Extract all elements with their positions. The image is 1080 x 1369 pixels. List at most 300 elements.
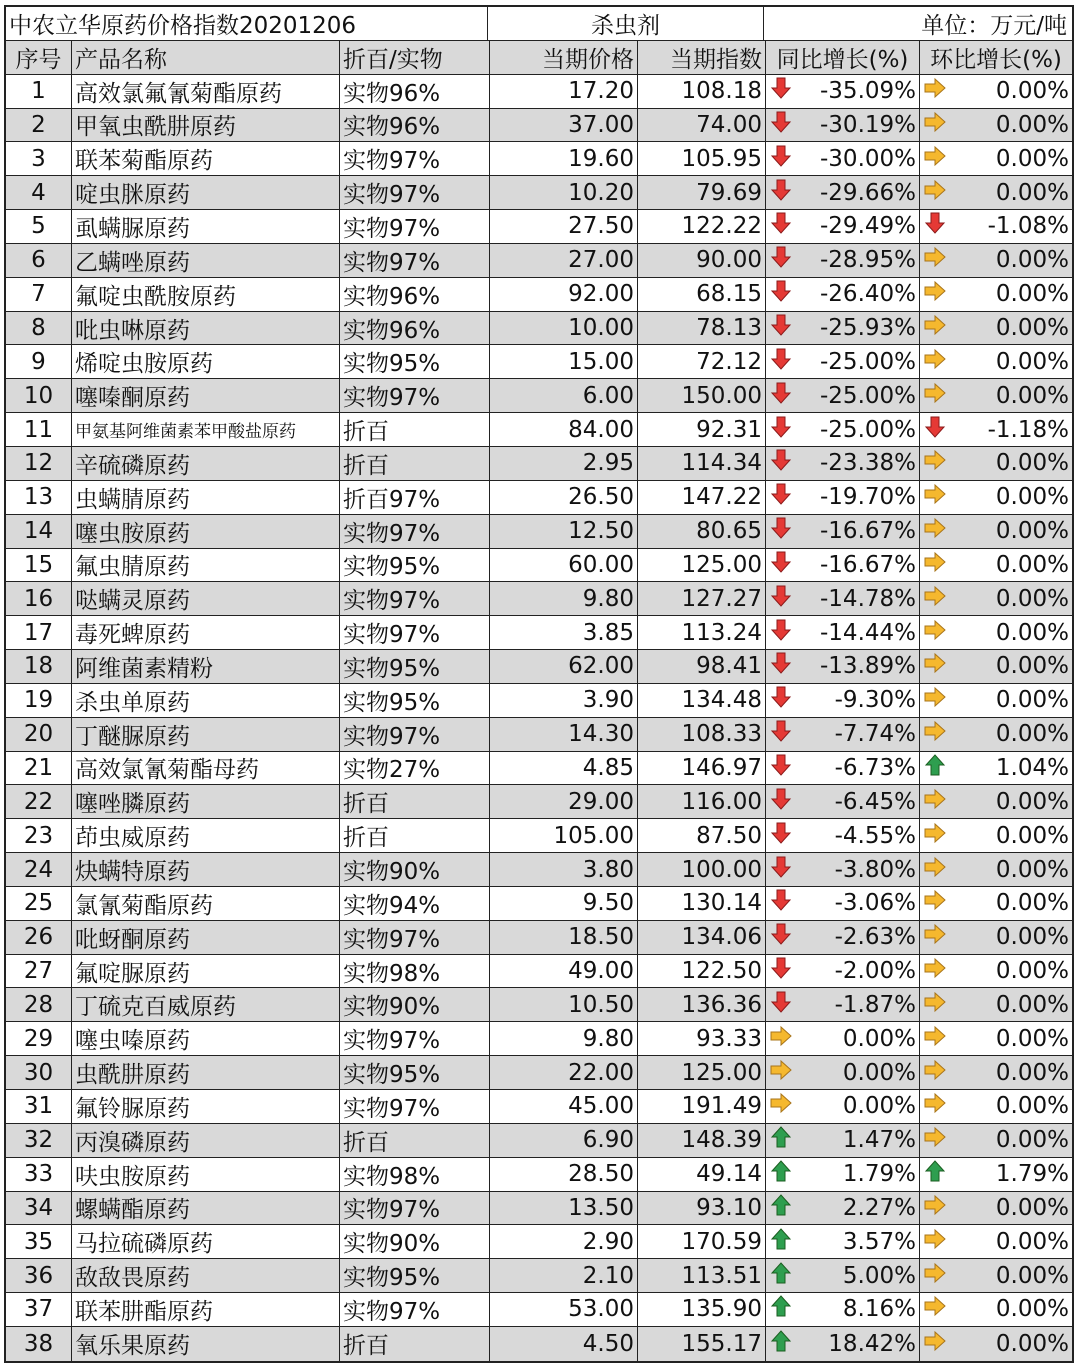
mom-value: 0.00% [995,484,1069,511]
mom-cell [920,447,1072,480]
row-number: 6 [6,244,72,277]
right-arrow-icon [923,888,947,918]
current-index: 122.22 [638,210,766,243]
mom-value: 1.04% [995,754,1069,781]
mom-cell [920,582,1072,615]
right-arrow-icon [923,245,947,275]
spec-value: 实物97% [340,1022,490,1055]
yoy-cell [766,1124,920,1157]
down-arrow-icon [769,482,793,512]
yoy-cell [766,988,920,1021]
product-name: 乙螨唑原药 [72,244,340,277]
right-arrow-icon [923,516,947,546]
yoy-value: -4.55% [834,822,916,849]
yoy-cell [766,1056,920,1089]
mom-value: 0.00% [995,856,1069,883]
yoy-cell [766,955,920,988]
current-price: 27.50 [490,210,638,243]
right-arrow-icon [923,482,947,512]
row-number: 15 [6,549,72,582]
current-index: 98.41 [638,650,766,683]
yoy-value: -14.44% [820,619,916,646]
current-index: 136.36 [638,988,766,1021]
yoy-cell [766,718,920,751]
up-arrow-icon [769,1329,793,1359]
mom-value: 0.00% [995,1127,1069,1154]
product-name: 联苯肼酯原药 [72,1293,340,1326]
mom-value: 0.00% [995,1296,1069,1323]
row-number: 7 [6,278,72,311]
mom-cell [920,379,1072,412]
mom-value: 0.00% [995,315,1069,342]
product-name: 虫酰肼原药 [72,1056,340,1089]
current-price: 84.00 [490,413,638,446]
yoy-value: -6.45% [834,788,916,815]
table-row [6,887,1072,921]
current-price: 9.50 [490,887,638,920]
current-index: 155.17 [638,1327,766,1361]
current-index: 49.14 [638,1158,766,1191]
yoy-value: -25.00% [820,382,916,409]
yoy-value: 1.79% [842,1161,916,1188]
yoy-cell [766,650,920,683]
down-arrow-icon [923,211,947,241]
current-index: 80.65 [638,515,766,548]
yoy-value: -25.00% [820,416,916,443]
table-row [6,819,1072,853]
current-price: 29.00 [490,785,638,818]
yoy-cell [766,109,920,142]
row-number: 14 [6,515,72,548]
table-row [6,921,1072,955]
mom-cell [920,109,1072,142]
yoy-cell [766,582,920,615]
down-arrow-icon [769,245,793,275]
yoy-value: -35.09% [820,78,916,105]
table-row [6,853,1072,887]
current-index: 191.49 [638,1090,766,1123]
up-arrow-icon [769,1294,793,1324]
yoy-value: -3.80% [834,856,916,883]
current-price: 37.00 [490,109,638,142]
mom-value: 0.00% [995,585,1069,612]
table-row [6,1056,1072,1090]
up-arrow-icon [769,1261,793,1291]
product-name: 氟啶虫酰胺原药 [72,278,340,311]
down-arrow-icon [769,685,793,715]
current-price: 15.00 [490,345,638,378]
product-name: 马拉硫磷原药 [72,1225,340,1258]
yoy-value: 2.27% [842,1194,916,1221]
row-number: 18 [6,650,72,683]
mom-value: 0.00% [995,78,1069,105]
mom-cell [920,1158,1072,1191]
spec-value: 实物95% [340,345,490,378]
row-number: 3 [6,142,72,175]
current-index: 105.95 [638,142,766,175]
yoy-cell [766,379,920,412]
mom-value: 0.00% [995,1059,1069,1086]
yoy-value: 1.47% [842,1127,916,1154]
product-name: 辛硫磷原药 [72,447,340,480]
yoy-cell [766,1225,920,1258]
spec-value: 实物96% [340,312,490,345]
mom-cell [920,955,1072,988]
right-arrow-icon [769,1091,793,1121]
current-price: 13.50 [490,1192,638,1225]
right-arrow-icon [923,821,947,851]
down-arrow-icon [769,516,793,546]
spec-value: 实物90% [340,853,490,886]
spec-value: 实物97% [340,515,490,548]
row-number: 29 [6,1022,72,1055]
mom-cell [920,819,1072,852]
row-number: 20 [6,718,72,751]
product-name: 甲氨基阿维菌素苯甲酸盐原药 [72,413,340,446]
right-arrow-icon [923,855,947,885]
current-price: 17.20 [490,75,638,108]
down-arrow-icon [769,855,793,885]
down-arrow-icon [769,787,793,817]
mom-value: 0.00% [995,687,1069,714]
row-number: 27 [6,955,72,988]
yoy-value: -1.87% [834,991,916,1018]
spec-value: 实物98% [340,955,490,988]
table-row [6,1259,1072,1293]
spec-value: 实物96% [340,278,490,311]
current-price: 2.10 [490,1259,638,1292]
current-index: 113.51 [638,1259,766,1292]
current-index: 147.22 [638,481,766,514]
up-arrow-icon [923,753,947,783]
yoy-cell [766,75,920,108]
current-index: 79.69 [638,176,766,209]
up-arrow-icon [769,1193,793,1223]
down-arrow-icon [769,821,793,851]
yoy-cell [766,1293,920,1326]
current-price: 26.50 [490,481,638,514]
spec-value: 实物90% [340,1225,490,1258]
mom-cell [920,1293,1072,1326]
product-name: 炔螨特原药 [72,853,340,886]
mom-cell [920,1090,1072,1123]
right-arrow-icon [769,1024,793,1054]
current-price: 3.85 [490,616,638,649]
category-label: 杀虫剂 [488,7,764,40]
current-price: 3.80 [490,853,638,886]
product-name: 敌敌畏原药 [72,1259,340,1292]
product-name: 甲氧虫酰肼原药 [72,109,340,142]
spec-value: 实物98% [340,1158,490,1191]
row-number: 11 [6,413,72,446]
yoy-value: -16.67% [820,551,916,578]
yoy-cell [766,1259,920,1292]
product-name: 哒螨灵原药 [72,582,340,615]
right-arrow-icon [923,922,947,952]
current-index: 108.33 [638,718,766,751]
mom-value: 0.00% [995,281,1069,308]
spec-value: 实物95% [340,549,490,582]
mom-value: 0.00% [995,1228,1069,1255]
current-price: 28.50 [490,1158,638,1191]
product-name: 杀虫单原药 [72,684,340,717]
mom-value: 0.00% [995,1262,1069,1289]
product-name: 啶虫脒原药 [72,176,340,209]
product-name: 氟虫腈原药 [72,549,340,582]
row-number: 32 [6,1124,72,1157]
row-number: 24 [6,853,72,886]
header-row [6,41,1072,75]
down-arrow-icon [769,922,793,952]
current-index: 68.15 [638,278,766,311]
product-name: 呋虫胺原药 [72,1158,340,1191]
right-arrow-icon [923,787,947,817]
spec-value: 实物97% [340,1293,490,1326]
header-yoy: 同比增长(%) [766,41,920,74]
down-arrow-icon [769,990,793,1020]
mom-value: 0.00% [995,653,1069,680]
yoy-value: 0.00% [842,1025,916,1052]
table-row [6,278,1072,312]
mom-value: 0.00% [995,1025,1069,1052]
mom-value: 0.00% [995,1194,1069,1221]
current-index: 150.00 [638,379,766,412]
yoy-value: -28.95% [820,247,916,274]
down-arrow-icon [769,76,793,106]
product-name: 丁硫克百威原药 [72,988,340,1021]
current-index: 127.27 [638,582,766,615]
table-row [6,312,1072,346]
table-row [6,785,1072,819]
current-price: 10.20 [490,176,638,209]
mom-value: -1.18% [987,416,1069,443]
current-index: 125.00 [638,1056,766,1089]
yoy-cell [766,447,920,480]
table-row [6,379,1072,413]
product-name: 噻虫胺原药 [72,515,340,548]
mom-cell [920,312,1072,345]
spec-value: 实物97% [340,210,490,243]
right-arrow-icon [923,618,947,648]
yoy-value: -2.00% [834,958,916,985]
yoy-cell [766,921,920,954]
current-price: 6.90 [490,1124,638,1157]
mom-cell [920,785,1072,818]
yoy-value: -2.63% [834,924,916,951]
spec-value: 折百 [340,819,490,852]
current-price: 12.50 [490,515,638,548]
current-index: 78.13 [638,312,766,345]
table-title: 中农立华原药价格指数20201206 [6,7,488,40]
yoy-value: -29.49% [820,213,916,240]
up-arrow-icon [923,1159,947,1189]
mom-cell [920,684,1072,717]
product-name: 虫螨腈原药 [72,481,340,514]
table-row [6,1293,1072,1327]
unit-label: 单位：万元/吨 [921,12,1067,39]
mom-value: 0.00% [995,450,1069,477]
current-price: 2.90 [490,1225,638,1258]
yoy-cell [766,278,920,311]
row-number: 12 [6,447,72,480]
current-index: 93.33 [638,1022,766,1055]
yoy-cell [766,345,920,378]
product-name: 氟啶脲原药 [72,955,340,988]
right-arrow-icon [923,1091,947,1121]
mom-value: 0.00% [995,111,1069,138]
mom-cell [920,176,1072,209]
current-index: 134.48 [638,684,766,717]
table-row [6,142,1072,176]
down-arrow-icon [769,651,793,681]
right-arrow-icon [923,990,947,1020]
yoy-value: 5.00% [842,1262,916,1289]
mom-cell [920,481,1072,514]
up-arrow-icon [769,1125,793,1155]
mom-value: 0.00% [995,822,1069,849]
product-name: 阿维菌素精粉 [72,650,340,683]
mom-value: 0.00% [995,382,1069,409]
down-arrow-icon [923,415,947,445]
current-index: 92.31 [638,413,766,446]
current-price: 60.00 [490,549,638,582]
current-index: 148.39 [638,1124,766,1157]
spec-value: 折百 [340,413,490,446]
header-index: 当期指数 [638,41,766,74]
current-price: 4.85 [490,752,638,785]
table-row [6,481,1072,515]
spec-value: 实物96% [340,109,490,142]
yoy-value: 8.16% [842,1296,916,1323]
current-price: 45.00 [490,1090,638,1123]
right-arrow-icon [923,76,947,106]
right-arrow-icon [923,1058,947,1088]
mom-value: 0.00% [995,1330,1069,1357]
current-price: 19.60 [490,142,638,175]
spec-value: 实物90% [340,988,490,1021]
table-row [6,1225,1072,1259]
spec-value: 实物27% [340,752,490,785]
down-arrow-icon [769,178,793,208]
table-row [6,210,1072,244]
table-row [6,955,1072,989]
current-price: 62.00 [490,650,638,683]
right-arrow-icon [923,1125,947,1155]
product-name: 吡虫啉原药 [72,312,340,345]
table-row [6,1192,1072,1226]
right-arrow-icon [923,448,947,478]
table-row [6,244,1072,278]
row-number: 28 [6,988,72,1021]
mom-cell [920,142,1072,175]
spec-value: 实物97% [340,616,490,649]
yoy-cell [766,1158,920,1191]
current-price: 3.90 [490,684,638,717]
product-name: 螺螨酯原药 [72,1192,340,1225]
down-arrow-icon [769,415,793,445]
table-row [6,1022,1072,1056]
right-arrow-icon [923,1329,947,1359]
table-row [6,1158,1072,1192]
row-number: 30 [6,1056,72,1089]
mom-value: 0.00% [995,145,1069,172]
mom-value: 0.00% [995,348,1069,375]
right-arrow-icon [923,279,947,309]
current-index: 114.34 [638,447,766,480]
spec-value: 实物95% [340,650,490,683]
down-arrow-icon [769,584,793,614]
spec-value: 实物95% [340,1056,490,1089]
spec-value: 折百 [340,1124,490,1157]
right-arrow-icon [923,651,947,681]
yoy-cell [766,481,920,514]
right-arrow-icon [923,1261,947,1291]
table-row [6,413,1072,447]
yoy-value: -14.78% [820,585,916,612]
spec-value: 实物97% [340,142,490,175]
right-arrow-icon [769,1058,793,1088]
yoy-cell [766,887,920,920]
yoy-cell [766,549,920,582]
row-number: 19 [6,684,72,717]
header-price: 当期价格 [490,41,638,74]
product-name: 高效氯氰菊酯母药 [72,752,340,785]
product-name: 毒死蜱原药 [72,616,340,649]
table-row [6,109,1072,143]
table-row [6,650,1072,684]
spec-value: 实物95% [340,1259,490,1292]
yoy-cell [766,785,920,818]
table-row [6,1090,1072,1124]
row-number: 8 [6,312,72,345]
mom-cell [920,1192,1072,1225]
header-name: 产品名称 [72,41,340,74]
current-index: 100.00 [638,853,766,886]
yoy-value: -19.70% [820,484,916,511]
current-price: 53.00 [490,1293,638,1326]
yoy-value: -29.66% [820,179,916,206]
yoy-cell [766,1192,920,1225]
right-arrow-icon [923,381,947,411]
mom-cell [920,278,1072,311]
down-arrow-icon [769,719,793,749]
table-body [6,75,1072,1361]
mom-value: 0.00% [995,721,1069,748]
yoy-cell [766,244,920,277]
down-arrow-icon [769,110,793,140]
mom-cell [920,1327,1072,1361]
table-row [6,176,1072,210]
product-name: 吡蚜酮原药 [72,921,340,954]
mom-cell [920,75,1072,108]
mom-cell [920,650,1072,683]
mom-value: 0.00% [995,551,1069,578]
yoy-value: -16.67% [820,518,916,545]
current-price: 105.00 [490,819,638,852]
product-name: 氧乐果原药 [72,1327,340,1361]
down-arrow-icon [769,550,793,580]
mom-cell [920,413,1072,446]
right-arrow-icon [923,584,947,614]
current-index: 146.97 [638,752,766,785]
current-index: 125.00 [638,549,766,582]
yoy-value: -3.06% [834,890,916,917]
right-arrow-icon [923,1024,947,1054]
row-number: 10 [6,379,72,412]
table-row [6,616,1072,650]
spec-value: 实物97% [340,379,490,412]
yoy-value: -23.38% [820,450,916,477]
